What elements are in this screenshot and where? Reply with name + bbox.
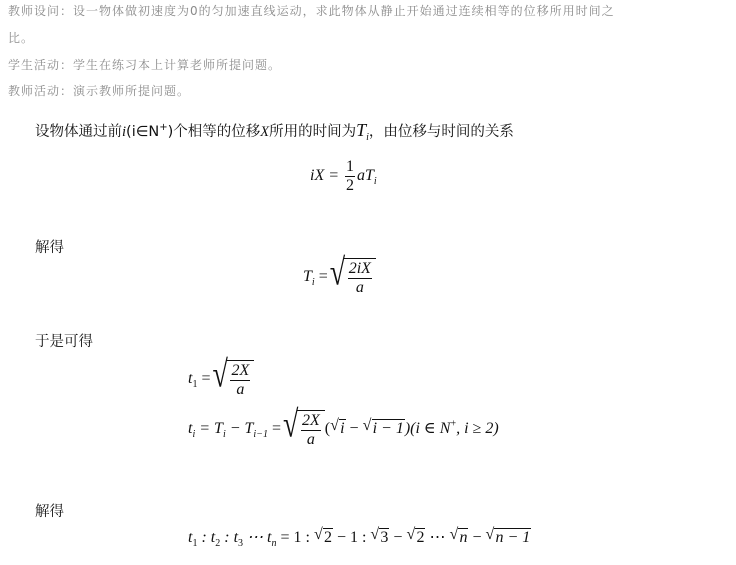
para-X: X <box>260 124 270 140</box>
eq4-sub2: i <box>222 428 226 440</box>
eq2-sqrt <box>332 258 376 296</box>
para-close: ) <box>167 124 174 140</box>
eq5-c1: : t <box>197 529 216 546</box>
conclude-label: 于是可得 <box>35 334 93 350</box>
eq1-num: 1 <box>346 158 355 175</box>
eq1-frac <box>345 158 355 194</box>
para-mid: 个相等的位移 <box>173 124 261 140</box>
eq4-lhs: t <box>188 419 193 437</box>
eq5-sn: n <box>271 538 277 550</box>
eq4-mid: = T <box>199 419 223 437</box>
eq5-s3: 3 <box>238 538 244 550</box>
eq1-den: 2 <box>346 176 355 194</box>
para-Ti-sub: i <box>366 131 369 143</box>
eq3-lhs: t <box>188 369 193 387</box>
solve-label-2: 解得 <box>35 504 64 520</box>
eq5-c3: ⋯ t <box>243 529 272 546</box>
para-suffix: 所用的时间为 <box>269 124 357 140</box>
eq5-rootn: √ n <box>449 529 468 547</box>
eq2-den: a <box>355 278 364 296</box>
eq2-num: √ 2iX <box>348 260 371 277</box>
eq2-sub: i <box>311 276 315 288</box>
equation-5 <box>188 527 531 549</box>
para-set: (i∈N <box>126 124 160 140</box>
eq1-rhs: aT <box>357 166 374 184</box>
eq5-rootn1: √ n − 1 <box>485 529 531 547</box>
para-T: T <box>356 120 367 140</box>
eq5-m3: − <box>468 529 486 546</box>
para-tail: ，由位移与时间的关系 <box>368 124 514 140</box>
eq5-root2b: √ 2 <box>406 529 425 547</box>
eq4-cond: )(i ∈ N <box>404 419 451 437</box>
eq4-minus: − T <box>225 419 254 437</box>
eq5-m2: − <box>389 529 407 546</box>
header-line-3: 教师活动：演示教师所提问题。 <box>8 84 191 98</box>
eq5-root2: √ 2 <box>314 529 333 547</box>
eq3-num: √ 2X <box>231 362 250 379</box>
eq4-sup: + <box>450 418 457 430</box>
header-line-1: 教师设问：设一物体做初速度为0的匀加速直线运动，求此物体从静止开始通过连续相等的位移所用时间之 <box>8 4 615 18</box>
eq4-num: √ 2X <box>301 412 320 429</box>
para-prefix: 设物体通过前 <box>35 124 122 140</box>
eq1-sub: i <box>373 175 377 187</box>
eq5-rhs: = 1 : <box>276 529 314 546</box>
eq4-sub3: i−1 <box>253 428 268 440</box>
eq1-lhs: iX = <box>310 166 340 184</box>
paragraph-setup <box>35 120 514 143</box>
eq4-eq: = <box>267 419 281 437</box>
header-line-2: 学生活动：学生在练习本上计算老师所提问题。 <box>8 58 282 72</box>
eq5-dots: ⋯ <box>425 529 450 546</box>
eq4-root1: √ i <box>330 420 345 438</box>
equation-4 <box>188 410 499 448</box>
para-i: i <box>122 124 127 140</box>
eq3-den: a <box>236 380 245 398</box>
eq4-cond2: , i ≥ 2) <box>456 419 499 437</box>
eq5-root3: √ 3 <box>370 529 389 547</box>
solve-label-1: 解得 <box>35 240 64 256</box>
para-plus: + <box>159 122 168 134</box>
equation-3 <box>188 360 254 398</box>
equation-1 <box>310 158 377 194</box>
header-line-1b: 比。 <box>8 31 35 45</box>
eq4-sub: i <box>192 428 196 440</box>
eq2-lhs: T <box>303 267 312 285</box>
eq2-eq: = <box>318 267 328 285</box>
eq4-den: a <box>306 430 315 448</box>
eq3-sqrt <box>214 360 254 398</box>
eq3-sub: 1 <box>192 378 198 390</box>
eq3-eq: = <box>201 369 211 387</box>
eq4-paren: ( <box>324 419 331 437</box>
eq5-s2: 2 <box>215 538 221 550</box>
eq5-c2: : t <box>220 529 239 546</box>
eq5-t1: t <box>188 529 193 546</box>
eq5-m1: − 1 : <box>332 529 371 546</box>
eq4-sqrt <box>285 410 325 448</box>
eq4-dash: − <box>345 419 363 437</box>
eq4-root2: √ i − 1 <box>363 420 405 438</box>
eq5-s1: 1 <box>192 538 198 550</box>
equation-2 <box>303 258 376 296</box>
